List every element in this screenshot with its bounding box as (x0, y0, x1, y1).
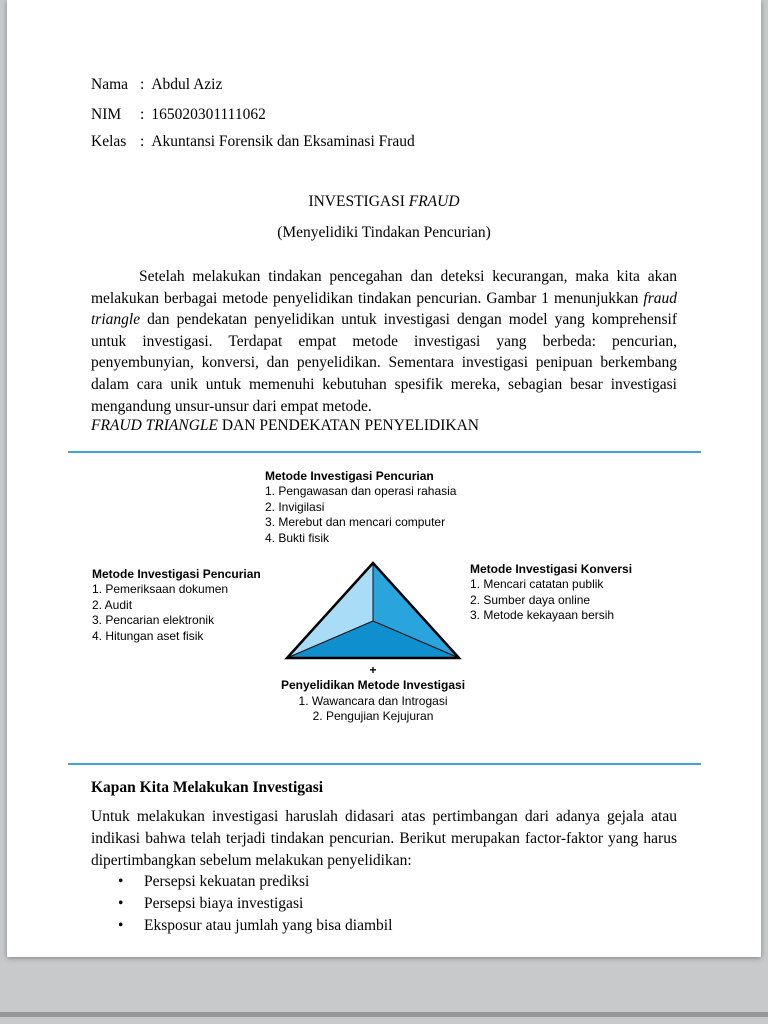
divider-line-top (68, 451, 701, 453)
intro-text-2: dan pendekatan penyelidikan untuk investigasi dengan model yang komprehensif untuk investigasi. Terdapat empat metode investigasi yang berbeda: pencurian, penyembunyian, konversi, dan penyelidikan. Sementara investigasi penipuan berkembang dalam cara unik untuk memenuhi kebutuhan spesifik mereka, sebagian besar investigasi mengandung unsur-unsur dari empat metode. (91, 311, 677, 415)
document-page (7, 0, 761, 957)
factor-list (91, 874, 677, 940)
list-item-text: Persepsi biaya investigasi (144, 895, 304, 912)
diagram-bottom-title: Penyelidikan Metode Investigasi (280, 678, 466, 693)
meta-value: 165020301111062 (151, 106, 266, 123)
document-title (91, 193, 677, 211)
title-regular: INVESTIGASI (308, 193, 409, 210)
meta-row-kelas (91, 133, 415, 151)
meta-value: Akuntansi Forensik dan Eksaminasi Fraud (151, 133, 415, 150)
heading-italic: FRAUD TRIANGLE (91, 417, 219, 434)
section-heading-fraud-triangle (91, 417, 479, 435)
diagram-left-item: 3. Pencarian elektronik (92, 613, 215, 628)
meta-label: NIM (91, 106, 122, 123)
section2-paragraph: Untuk melakukan investigasi haruslah didasari atas pertimbangan dari adanya gejala atau indikasi bahwa telah terjadi tindakan pencurian. Berikut merupakan factor-faktor yang harus dipertimbangkan sebelum melakukan penyelidikan: (91, 808, 677, 869)
section-heading-kapan: Kapan Kita Melakukan Investigasi (91, 779, 324, 796)
diagram-left-item: 2. Audit (92, 597, 133, 612)
diagram-block-left (92, 567, 261, 644)
heading-regular: DAN PENDEKATAN PENYELIDIKAN (218, 417, 479, 434)
title-italic: FRAUD (408, 193, 460, 210)
list-item (91, 896, 677, 918)
intro-paragraph (91, 266, 677, 417)
diagram-left-title: Metode Investigasi Pencurian (92, 567, 261, 581)
diagram-bottom-item: 2. Pengujian Kejujuran (312, 709, 434, 724)
diagram-right-item: 1. Mencari catatan publik (470, 577, 604, 592)
meta-label: Kelas (91, 133, 127, 150)
diagram-block-right (470, 562, 632, 624)
diagram-bottom-item: 1. Wawancara dan Introgasi (298, 693, 448, 708)
meta-colon: : (140, 106, 145, 123)
divider-line-bottom (68, 763, 701, 765)
diagram-block-top (265, 469, 456, 546)
list-item-text: Eksposur atau jumlah yang bisa diambil (144, 917, 393, 934)
diagram-top-item: 2. Invigilasi (265, 499, 325, 514)
diagram-right-title: Metode Investigasi Konversi (470, 562, 633, 576)
list-item-text: Persepsi kekuatan prediksi (144, 873, 310, 890)
document-subtitle: (Menyelidiki Tindakan Pencurian) (277, 224, 491, 241)
bullet-icon: • (118, 873, 124, 890)
meta-row-nama (91, 76, 222, 94)
diagram-left-item: 1. Pemeriksaan dokumen (92, 582, 229, 597)
meta-row-nim (91, 106, 266, 124)
plus-sign: + (369, 663, 377, 677)
diagram-top-item: 3. Merebut dan mencari computer (265, 515, 446, 530)
meta-colon: : (140, 76, 145, 93)
diagram-block-bottom (227, 663, 519, 725)
meta-label: Nama (91, 76, 129, 93)
diagram-left-item: 4. Hitungan aset fisik (92, 628, 204, 643)
list-item (91, 874, 677, 896)
diagram-right-item: 3. Metode kekayaan bersih (470, 608, 615, 623)
meta-value: Abdul Aziz (151, 76, 223, 93)
bullet-icon: • (118, 895, 124, 912)
diagram-right-item: 2. Sumber daya online (470, 592, 591, 607)
fraud-triangle-pyramid (283, 559, 464, 663)
intro-text-italic: fraud triangle (91, 289, 677, 329)
diagram-top-item: 4. Bukti fisik (265, 530, 330, 545)
bullet-icon: • (118, 917, 124, 934)
viewer-bottom-shadow (0, 1012, 768, 1017)
diagram-top-title: Metode Investigasi Pencurian (265, 469, 434, 483)
intro-text-1: Setelah melakukan tindakan pencegahan dan deteksi kecurangan, maka kita akan melakukan berbagai metode penyelidikan tindakan pencurian. Gambar 1 menunjukkan (91, 268, 677, 307)
diagram-top-item: 1. Pengawasan dan operasi rahasia (265, 484, 457, 499)
list-item (91, 918, 677, 940)
meta-colon: : (140, 133, 145, 150)
